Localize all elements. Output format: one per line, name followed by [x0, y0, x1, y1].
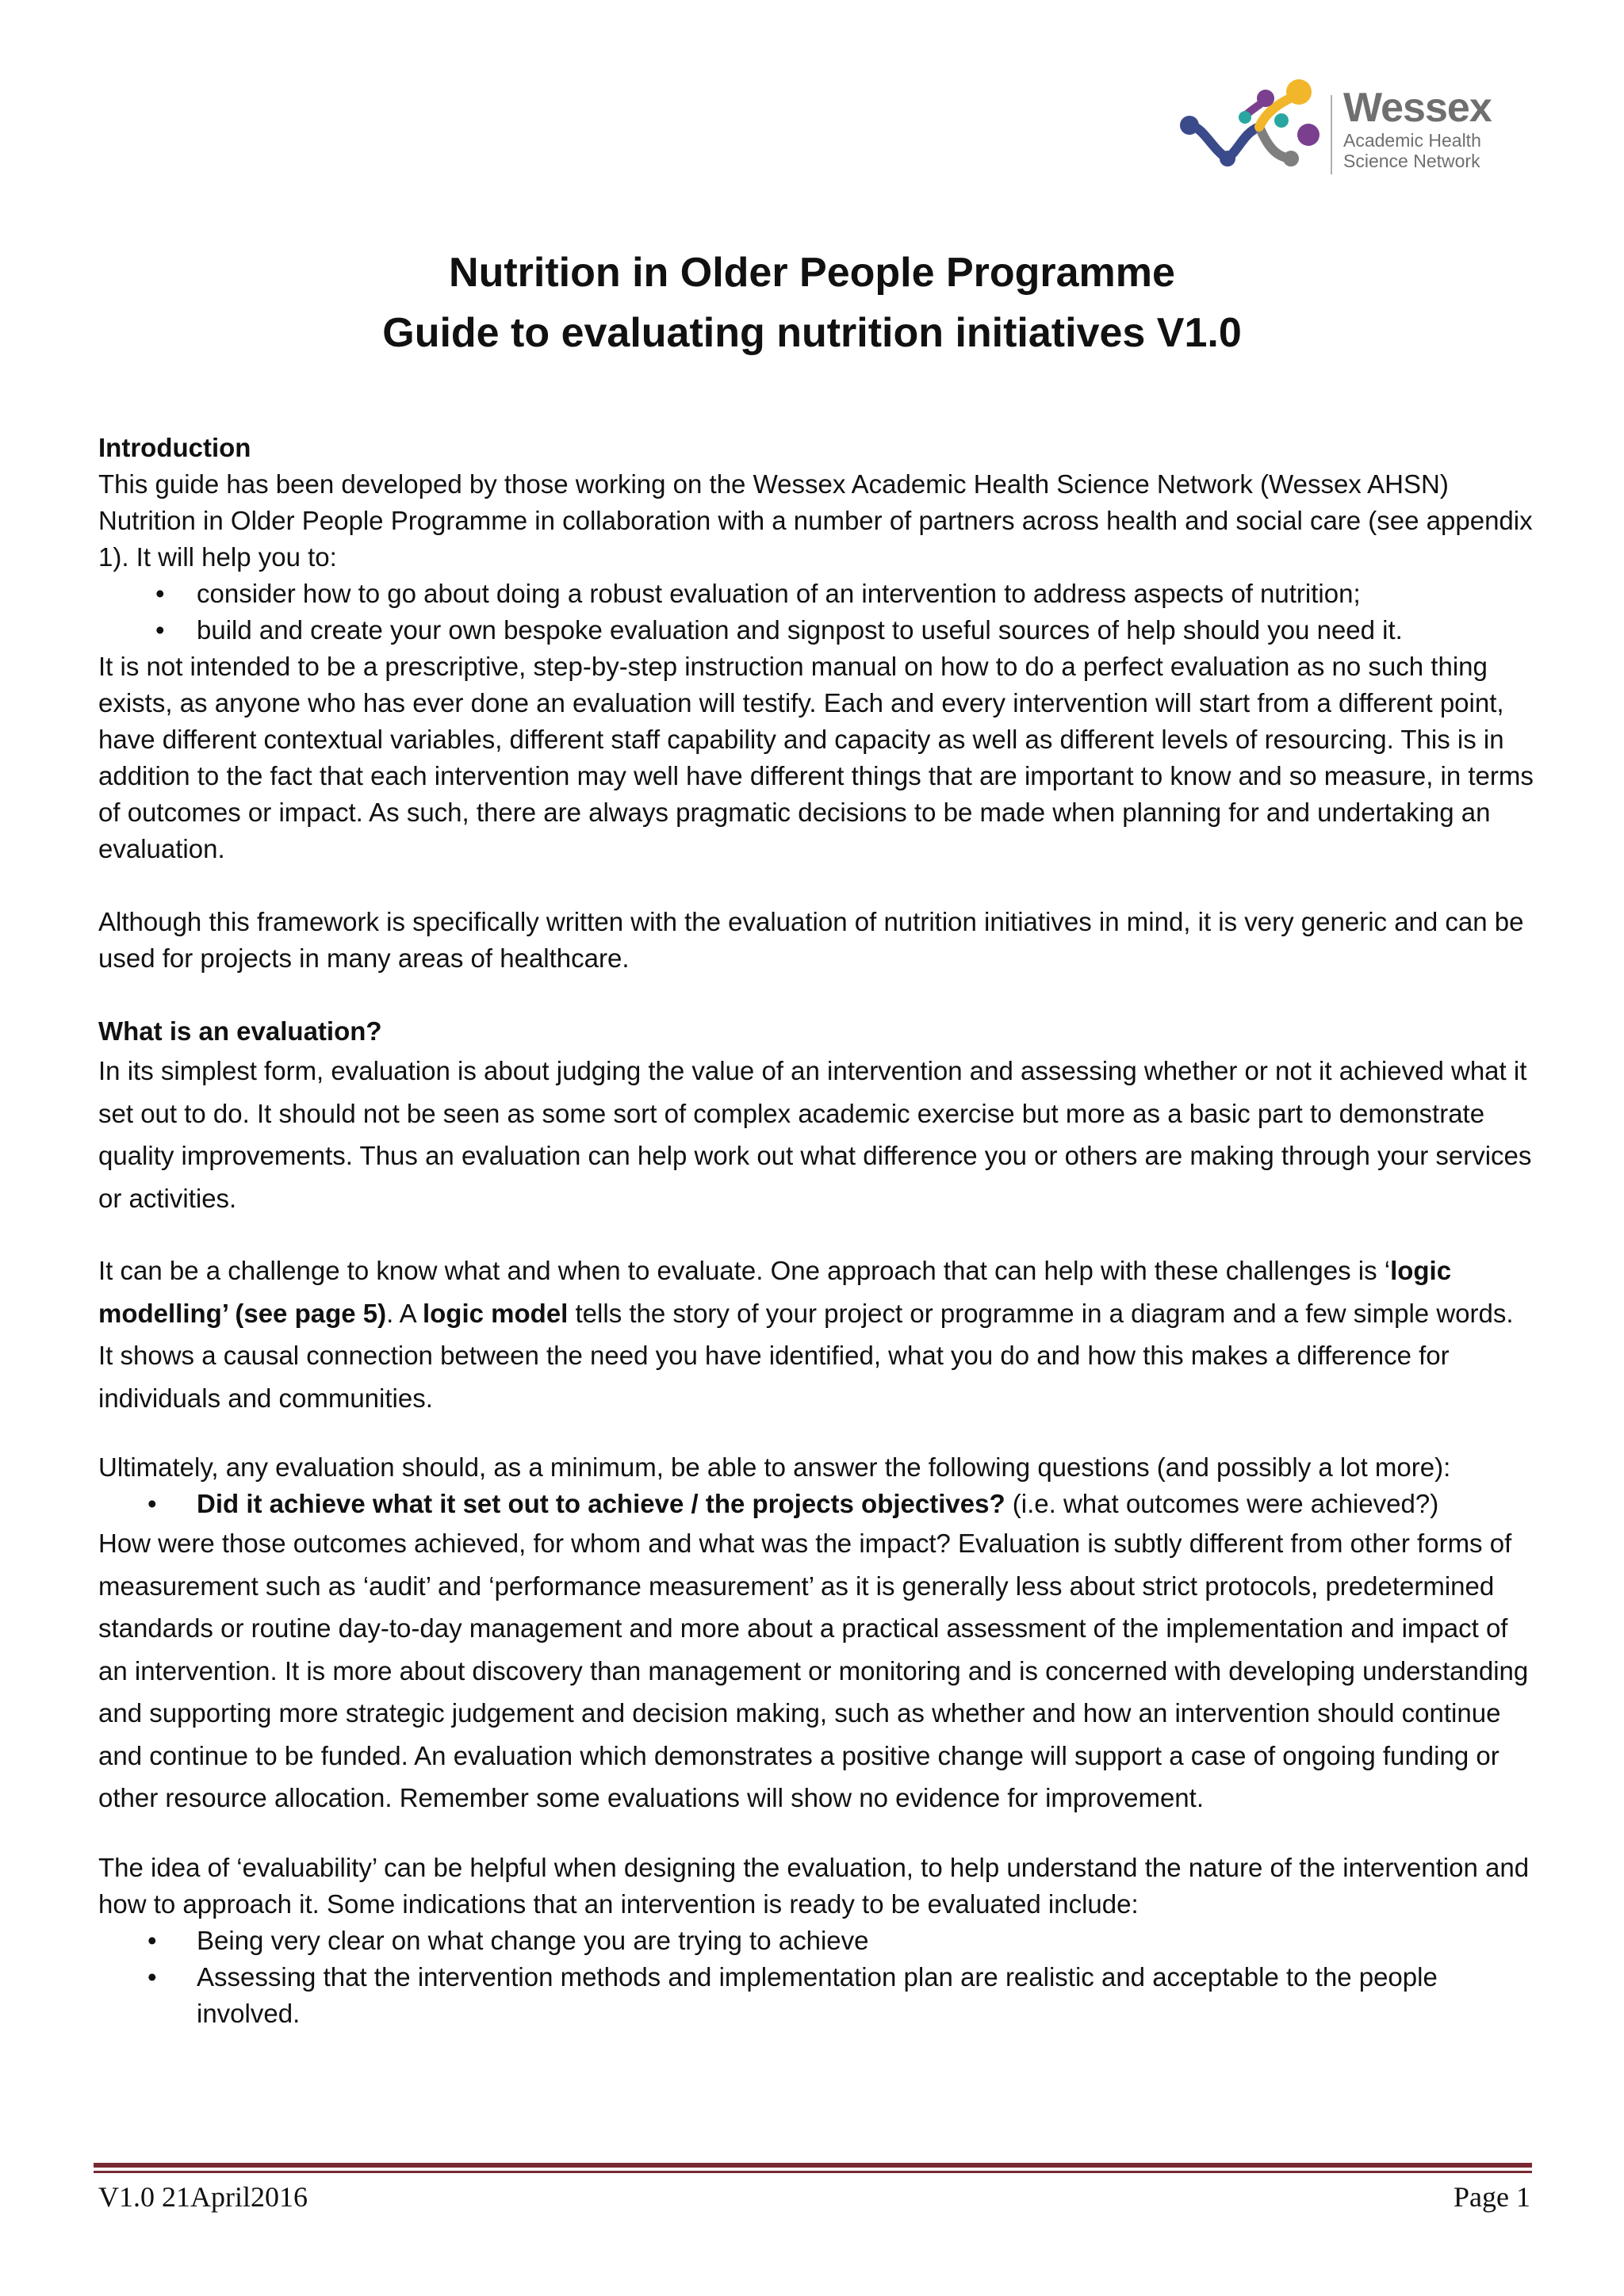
logo-subtitle-line-2: Science Network — [1343, 151, 1480, 171]
evaluability-bullet-list — [98, 1923, 1534, 2032]
list-item-text: Being very clear on what change you are trying to achieve — [197, 1925, 869, 1955]
text-run: tells the story of your project or programme in a diagram and a few simple words. It shows a causal connection between the need you have identified, what you do and how this makes a difference for individuals and communities. — [98, 1298, 1514, 1413]
list-item — [98, 576, 1534, 612]
logo-mark-icon — [1180, 70, 1331, 181]
logo-divider — [1331, 95, 1332, 174]
logo-text — [1343, 86, 1492, 171]
introduction-paragraph-1: This guide has been developed by those working on the Wessex Academic Health Science Network (Wessex AHSN) Nutrition in Older People Programme in collaboration with a number of partners across health and social care (see appendix 1). It will help you to: — [98, 469, 1533, 572]
evaluation-paragraph-3: Ultimately, any evaluation should, as a minimum, be able to answer the following questions (and possibly a lot more): — [98, 1452, 1451, 1482]
logic-modelling-bold: logic modelling’ (see page 5) — [98, 1256, 1452, 1328]
question-rest: (i.e. what outcomes were achieved?) — [1005, 1489, 1439, 1518]
evaluation-question-list — [98, 1486, 1534, 1522]
list-item — [98, 612, 1534, 649]
introduction-paragraph-2: It is not intended to be a prescriptive, step-by-step instruction manual on how to do a perfect evaluation as no such thing exists, as anyone who has ever done an evaluation will testify. Each and every intervention will start from a different point, have different contextual variables, different staff capability and capacity as well as different levels of resourcing. This is in addition to the fact that each intervention may well have different things that are important to know and so measure, in terms of outcomes or impact. As such, there are always pragmatic decisions to be made when planning for and undertaking an evaluation. — [98, 652, 1534, 863]
title-line-2: Guide to evaluating nutrition initiatives V1.0 — [382, 310, 1242, 356]
evaluation-paragraph-1: In its simplest form, evaluation is about judging the value of an intervention and assessing whether or not it achieved what it set out to do. It should not be seen as some sort of complex academic exercise but more as a basic part to demonstrate quality improvements. Thus an evaluation can help work out what difference you or others are making through your services or activities. — [98, 1056, 1532, 1213]
list-item — [98, 1923, 1534, 1959]
text-run: . A — [386, 1298, 423, 1328]
footer-rule-thin — [94, 2171, 1532, 2173]
bullet-icon: • — [147, 1961, 157, 1992]
document-title — [0, 243, 1624, 363]
footer-rule — [94, 2163, 1532, 2168]
list-item — [98, 1486, 1534, 1522]
list-item-text: Assessing that the intervention methods and implementation plan are realistic and acceptable to the people involved. — [197, 1961, 1438, 2028]
list-item-text: consider how to go about doing a robust evaluation of an intervention to address aspects of nutrition; — [197, 579, 1361, 608]
evaluation-paragraph-4: How were those outcomes achieved, for whom and what was the impact? Evaluation is subtly different from other forms of measurement such as ‘audit’ and ‘performance measurement’ as it is generally less about strict protocols, predetermined standards or routine day-to-day management and more about a practical assessment of the implementation and impact of an intervention. It is more about discovery than management or monitoring and is concerned with developing understanding and supporting more strategic judgement and decision making, such as whether and how an intervention should continue and continue to be funded. An evaluation which demonstrates a positive change will support a case of ongoing funding or other resource allocation. Remember some evaluations will show no evidence for improvement. — [98, 1529, 1529, 1812]
bullet-icon: • — [147, 1925, 157, 1955]
evaluation-heading: What is an evaluation? — [98, 1016, 382, 1046]
list-item-text: build and create your own bespoke evaluation and signpost to useful sources of help should you need it. — [197, 615, 1403, 645]
introduction-bullet-list — [98, 576, 1534, 649]
evaluation-paragraph-2 — [98, 1249, 1534, 1419]
text-run: It can be a challenge to know what and when to evaluate. One approach that can help with these challenges is ‘ — [98, 1256, 1391, 1285]
title-line-1: Nutrition in Older People Programme — [449, 250, 1175, 296]
document-body — [98, 430, 1534, 2032]
bullet-icon: • — [155, 615, 165, 645]
evaluation-paragraph-5: The idea of ‘evaluability’ can be helpful when designing the evaluation, to help understand the nature of the intervention and how to approach it. Some indications that an intervention is ready to be evaluated include: — [98, 1852, 1530, 1919]
introduction-heading: Introduction — [98, 433, 251, 462]
logic-model-bold: logic model — [422, 1298, 569, 1328]
logo-subtitle-line-1: Academic Health — [1343, 130, 1481, 151]
introduction-paragraph-3: Although this framework is specifically written with the evaluation of nutrition initiatives in mind, it is very generic and can be used for projects in many areas of healthcare. — [98, 907, 1524, 973]
bullet-icon: • — [147, 1489, 157, 1518]
list-item — [98, 1959, 1534, 2032]
logo-name: Wessex — [1343, 85, 1492, 131]
bullet-icon: • — [155, 579, 165, 608]
footer-page-number: Page 1 — [1454, 2181, 1530, 2213]
footer-version: V1.0 21April2016 — [98, 2181, 308, 2213]
question-bold: Did it achieve what it set out to achieve / the projects objectives? — [197, 1489, 1005, 1518]
wessex-ahsn-logo — [1180, 70, 1513, 181]
